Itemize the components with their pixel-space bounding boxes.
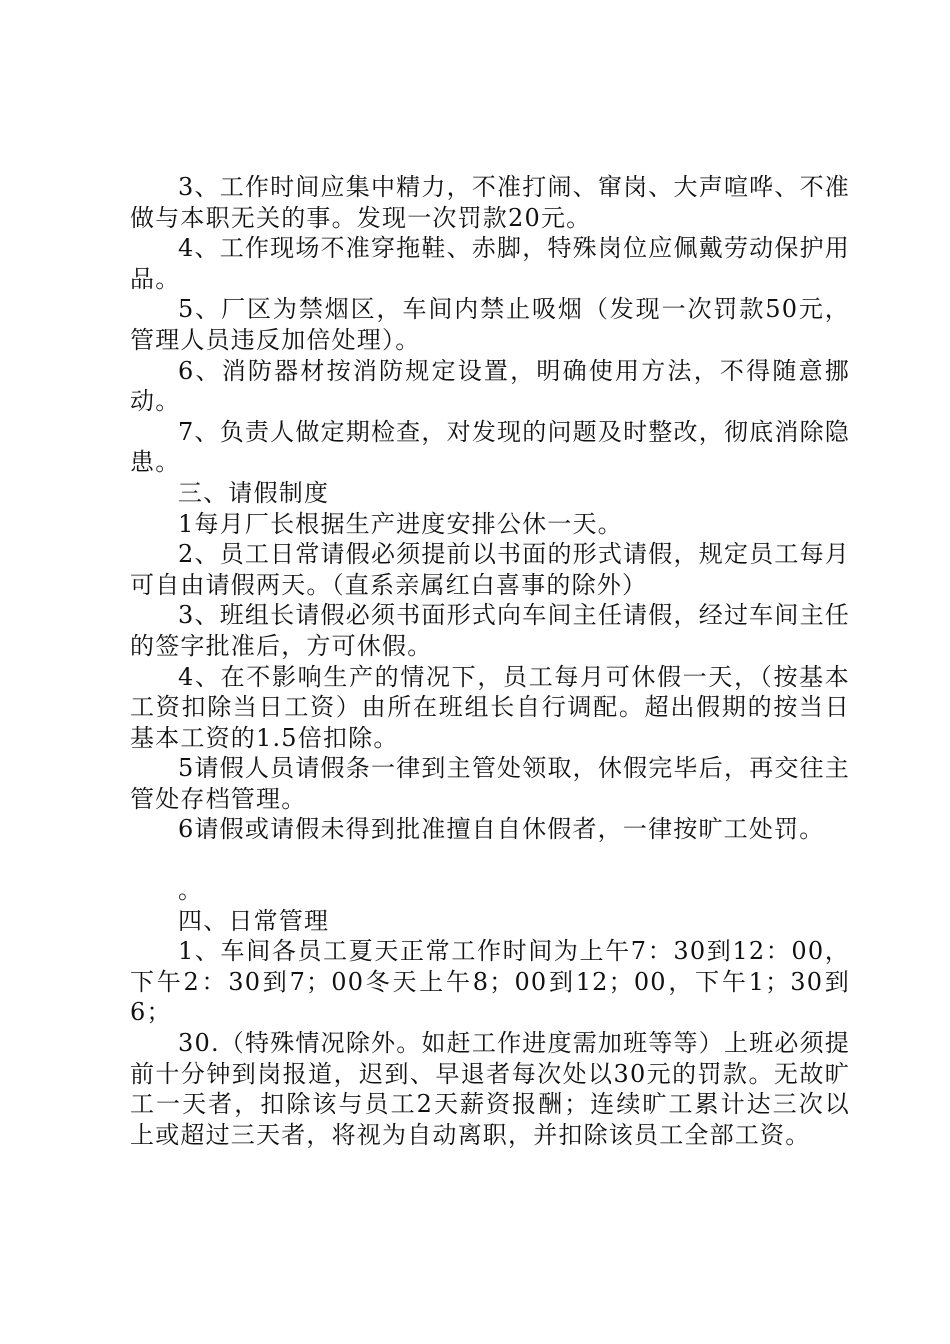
- paragraph-rule-4: 4、工作现场不准穿拖鞋、赤脚，特殊岗位应佩戴劳动保护用品。: [130, 234, 850, 293]
- stray-period: 。: [178, 876, 204, 905]
- paragraph-leave-3: 3、班组长请假必须书面形式向车间主任请假，经过车间主任的签字批准后，方可休假。: [130, 601, 850, 660]
- paragraph-leave-6: 6请假或请假未得到批准擅自自休假者，一律按旷工处罚。: [178, 815, 825, 844]
- paragraph-leave-1: 1每月厂长根据生产进度安排公休一天。: [178, 509, 623, 538]
- paragraph-rule-6: 6、消防器材按消防规定设置，明确使用方法，不得随意挪动。: [130, 356, 850, 416]
- document-body: [130, 172, 850, 1150]
- paragraph-leave-5: 5请假人员请假条一律到主管处领取，休假完毕后，再交往主管处存档管理。: [130, 754, 850, 813]
- paragraph-leave-2: 2、员工日常请假必须提前以书面的形式请假，规定员工每月可自由请假两天。（直系亲属红白喜事的除外）: [130, 540, 850, 599]
- paragraph-rule-3: 3、工作时间应集中精力，不准打闹、窜岗、大声喧哗、不准做与本职无关的事。发现一次罚款20元。: [130, 173, 850, 232]
- paragraph-daily-2: 30.（特殊情况除外。如赶工作进度需加班等等）上班必须提前十分钟到岗报道，迟到、早退者每次处以30元的罚款。无故旷工一天者，扣除该与员工2天薪资报酬；连续旷工累计达三次以上或超过三天者，将视为自动离职，并扣除该员工全部工资。: [130, 1029, 850, 1149]
- paragraph-daily-1: 1、车间各员工夏天正常工作时间为上午7：30到12：00，下午2：30到7；00冬天上午8；00到12；00，下午1；30到6；: [130, 937, 850, 1027]
- section-heading-leave: 三、请假制度: [178, 478, 330, 507]
- section-heading-daily: 四、日常管理: [178, 906, 330, 935]
- paragraph-rule-7: 7、负责人做定期检查，对发现的问题及时整改，彻底消除隐患。: [130, 417, 850, 477]
- paragraph-leave-4: 4、在不影响生产的情况下，员工每月可休假一天，（按基本工资扣除当日工资）由所在班组长自行调配。超出假期的按当日基本工资的1.5倍扣除。: [130, 662, 850, 752]
- paragraph-rule-5: 5、厂区为禁烟区，车间内禁止吸烟（发现一次罚款50元，管理人员违反加倍处理）。: [130, 295, 850, 354]
- blank-line: [130, 845, 850, 875]
